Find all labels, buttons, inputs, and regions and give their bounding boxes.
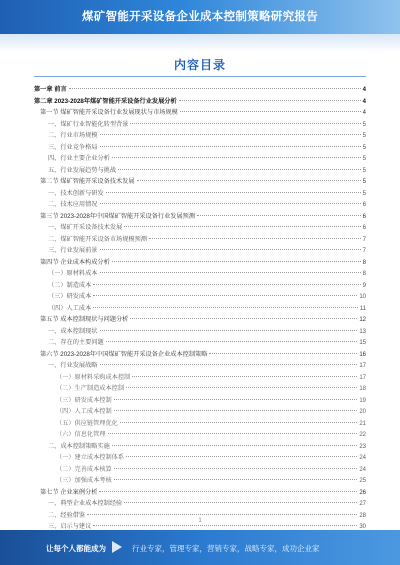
toc-leader-dots: [100, 330, 358, 331]
toc-leader-dots: [106, 192, 361, 193]
toc-leader-dots: [137, 180, 361, 181]
toc-leader-dots: [108, 433, 358, 434]
toc-entry-text: 第五节 成本控制现状与问题分析: [40, 316, 129, 323]
toc-leader-dots: [93, 525, 357, 526]
toc-entry-text: 三、启示与建议: [48, 523, 92, 530]
report-footer: [0, 530, 400, 565]
toc-entry-text: 第四节 企业成本构成分析: [40, 258, 110, 266]
toc-entry-page: 6: [362, 202, 366, 208]
footer-slogan: 让每个人都能成为: [46, 544, 106, 553]
toc-entry[interactable]: [34, 291, 366, 303]
toc-entry-text: 一、典型企业成本控制经验: [48, 500, 123, 507]
toc-entry-text: 第七节 企业案例分析: [40, 488, 98, 496]
toc-entry[interactable]: [34, 234, 366, 246]
toc-entry[interactable]: [34, 429, 366, 441]
toc-entry-page: 4: [362, 110, 366, 116]
toc-entry-text: 二、经验借鉴: [48, 511, 86, 519]
toc-entry-text: 一、煤矿开采设备技术发展: [48, 224, 123, 231]
toc-entry-page: 28: [359, 512, 366, 519]
toc-leader-dots: [100, 146, 361, 147]
toc-entry-page: 30: [359, 524, 366, 530]
toc-entry[interactable]: [34, 165, 366, 177]
toc-entry-text: 一、煤矿行业智能化转型背景: [48, 120, 129, 128]
toc-entry-page: 11: [359, 305, 366, 312]
toc-entry-page: 7: [362, 248, 366, 254]
page-number: 1: [198, 518, 202, 524]
toc-entry[interactable]: [34, 130, 366, 142]
toc-entry[interactable]: [34, 142, 366, 154]
table-of-contents: [34, 84, 366, 544]
toc-leader-dots: [132, 376, 357, 377]
toc-leader-dots: [106, 341, 358, 342]
toc-entry-page: 5: [362, 144, 366, 151]
toc-entry[interactable]: [34, 326, 366, 338]
toc-leader-dots: [100, 364, 358, 365]
toc-entry-text: （一）原材料采购成本控制: [56, 373, 131, 381]
toc-entry-page: 18: [359, 386, 366, 392]
toc-entry-text: （二）完善成本核算: [56, 465, 112, 473]
toc-divider: [34, 76, 366, 77]
toc-entry[interactable]: [34, 96, 366, 108]
toc-entry-page: 22: [359, 432, 366, 438]
toc-entry[interactable]: [34, 314, 366, 326]
toc-leader-dots: [100, 249, 361, 250]
toc-entry[interactable]: [34, 153, 366, 165]
toc-entry-page: 17: [359, 363, 366, 369]
toc-entry-text: （一）原材料成本: [48, 270, 98, 277]
toc-leader-dots: [87, 514, 357, 515]
toc-entry-text: 一、行业发展战略: [48, 362, 98, 369]
toc-entry-page: 8: [362, 271, 366, 277]
toc-entry[interactable]: [34, 406, 366, 418]
toc-leader-dots: [130, 123, 360, 124]
toc-entry-text: （六）信息化管理: [56, 431, 106, 438]
toc-entry-page: 27: [359, 501, 366, 507]
toc-entry-page: 4: [362, 87, 366, 93]
toc-entry-text: （五）供应链管理优化: [56, 419, 118, 427]
toc-entry[interactable]: [34, 268, 366, 280]
toc-entry-page: 21: [359, 420, 366, 427]
toc-entry-text: （三）研发成本控制: [56, 396, 112, 404]
toc-leader-dots: [112, 445, 357, 446]
toc-entry-page: 26: [359, 489, 366, 496]
toc-entry-page: 7: [362, 236, 366, 243]
toc-leader-dots: [120, 422, 357, 423]
toc-entry[interactable]: [34, 199, 366, 211]
toc-entry-page: 15: [359, 340, 366, 346]
toc-entry-text: 第六节 2023-2028年中国煤矿智能开采设备企业成本控制策略: [40, 350, 208, 358]
toc-entry-text: （四）人工成本控制: [56, 408, 112, 415]
toc-entry-text: （二）制造成本: [48, 281, 92, 289]
toc-leader-dots: [93, 284, 360, 285]
footer-tagline: 行业专家，管理专家，营销专家，战略专家，成功企业家: [132, 544, 320, 553]
toc-entry-text: （一）建立成本控制体系: [56, 454, 125, 461]
toc-entry[interactable]: [34, 257, 366, 269]
toc-entry-page: 5: [362, 156, 366, 162]
toc-leader-dots: [124, 502, 357, 503]
toc-entry[interactable]: [34, 222, 366, 234]
toc-entry-page: 24: [359, 455, 366, 461]
toc-entry-text: 二、技术应用情况: [48, 201, 98, 208]
toc-entry[interactable]: [34, 337, 366, 349]
toc-entry[interactable]: [34, 280, 366, 292]
toc-entry-text: （三）研发成本: [48, 293, 92, 300]
toc-entry-page: 10: [359, 294, 366, 300]
toc-leader-dots: [93, 295, 357, 296]
toc-entry-page: 25: [359, 478, 366, 484]
toc-leader-dots: [93, 307, 357, 308]
toc-entry-text: （二）生产制造成本控制: [56, 385, 125, 392]
toc-entry-text: 二、行业市场规模: [48, 132, 98, 139]
toc-entry[interactable]: [34, 303, 366, 315]
toc-entry-page: 8: [362, 259, 366, 266]
toc-entry[interactable]: [34, 107, 366, 119]
toc-leader-dots: [130, 318, 357, 319]
toc-entry-page: 6: [362, 225, 366, 231]
toc-entry[interactable]: [34, 418, 366, 430]
report-title: 煤矿智能开采设备企业成本控制策略研究报告: [82, 11, 318, 23]
toc-leader-dots: [124, 226, 360, 227]
toc-entry[interactable]: [34, 395, 366, 407]
toc-entry[interactable]: [34, 464, 366, 476]
toc-entry-text: 一、成本控制现状: [48, 327, 98, 335]
toc-entry-page: 20: [359, 409, 366, 415]
toc-entry-page: 9: [362, 282, 366, 289]
toc-entry-page: 24: [359, 466, 366, 473]
toc-entry[interactable]: [34, 372, 366, 384]
toc-entry-text: 第二节 煤矿智能开采设备技术发展: [40, 178, 135, 185]
toc-leader-dots: [100, 134, 361, 135]
toc-entry[interactable]: [34, 487, 366, 499]
toc-leader-dots: [209, 353, 357, 354]
toc-leader-dots: [118, 169, 361, 170]
toc-entry-text: 二、存在的主要问题: [48, 339, 104, 346]
toc-entry[interactable]: [34, 119, 366, 131]
toc-entry-text: 二、煤矿智能开采设备市场规模预测: [48, 235, 147, 243]
toc-entry[interactable]: [34, 188, 366, 200]
toc-entry-page: 5: [362, 190, 366, 197]
toc-leader-dots: [126, 387, 357, 388]
toc-leader-dots: [126, 456, 357, 457]
toc-entry[interactable]: [34, 176, 366, 188]
toc-entry-page: 23: [359, 443, 366, 450]
toc-entry-text: 二、成本控制策略实施: [48, 442, 110, 450]
toc-leader-dots: [149, 238, 361, 239]
toc-entry-page: 16: [359, 351, 366, 358]
header-band: [0, 34, 400, 52]
toc-leader-dots: [112, 261, 361, 262]
toc-entry-text: 第三节 2023-2028年中国煤矿智能开采设备行业发展预测: [40, 212, 196, 220]
toc-entry-text: 一、技术创新与研发: [48, 189, 104, 197]
toc-entry-text: 三、行业竞争格局: [48, 143, 98, 151]
toc-leader-dots: [100, 203, 361, 204]
toc-leader-dots: [99, 491, 357, 492]
toc-entry-page: 4: [362, 98, 366, 105]
toc-entry[interactable]: [34, 84, 366, 96]
report-header: [0, 0, 400, 34]
toc-entry[interactable]: [34, 360, 366, 372]
toc-entry[interactable]: [34, 441, 366, 453]
toc-leader-dots: [114, 468, 358, 469]
toc-entry[interactable]: [34, 498, 366, 510]
toc-entry-page: 5: [362, 133, 366, 139]
toc-leader-dots: [179, 100, 361, 101]
toc-entry[interactable]: [34, 475, 366, 487]
toc-entry[interactable]: [34, 245, 366, 257]
toc-leader-dots: [180, 111, 361, 112]
toc-entry-text: 第二章 2023-2028年煤矿智能开采设备行业发展分析: [34, 97, 177, 105]
toc-entry-page: 5: [362, 167, 366, 174]
toc-entry-text: 四、行业主要企业分析: [48, 155, 110, 162]
toc-leader-dots: [69, 88, 361, 89]
toc-entry-text: 五、行业发展趋势与挑战: [48, 166, 117, 174]
toc-entry[interactable]: [34, 349, 366, 361]
toc-entry-text: 三、行业发展前景: [48, 247, 98, 254]
toc-entry-text: 第一章 前言: [34, 86, 67, 93]
toc-entry-page: 5: [362, 121, 366, 128]
toc-leader-dots: [114, 479, 358, 480]
toc-entry[interactable]: [34, 211, 366, 223]
toc-entry-text: 第一节 煤矿智能开采设备行业发展现状与市场规模: [40, 109, 178, 116]
toc-leader-dots: [114, 399, 358, 400]
toc-entry-page: 5: [362, 179, 366, 185]
toc-entry[interactable]: [34, 383, 366, 395]
toc-title: 内容目录: [173, 58, 226, 72]
toc-entry-page: 6: [362, 213, 366, 220]
toc-entry-page: 17: [359, 374, 366, 381]
toc-leader-dots: [114, 410, 358, 411]
toc-entry-page: 13: [359, 328, 366, 335]
toc-entry[interactable]: [34, 452, 366, 464]
toc-entry-page: 19: [359, 397, 366, 404]
arrow-icon: [112, 541, 122, 553]
toc-entry-text: （三）加强成本考核: [56, 477, 112, 484]
toc-entry-text: （四）人工成本: [48, 304, 92, 312]
toc-leader-dots: [197, 215, 361, 216]
toc-entry-page: 12: [359, 317, 366, 323]
toc-leader-dots: [100, 272, 361, 273]
toc-leader-dots: [112, 157, 361, 158]
